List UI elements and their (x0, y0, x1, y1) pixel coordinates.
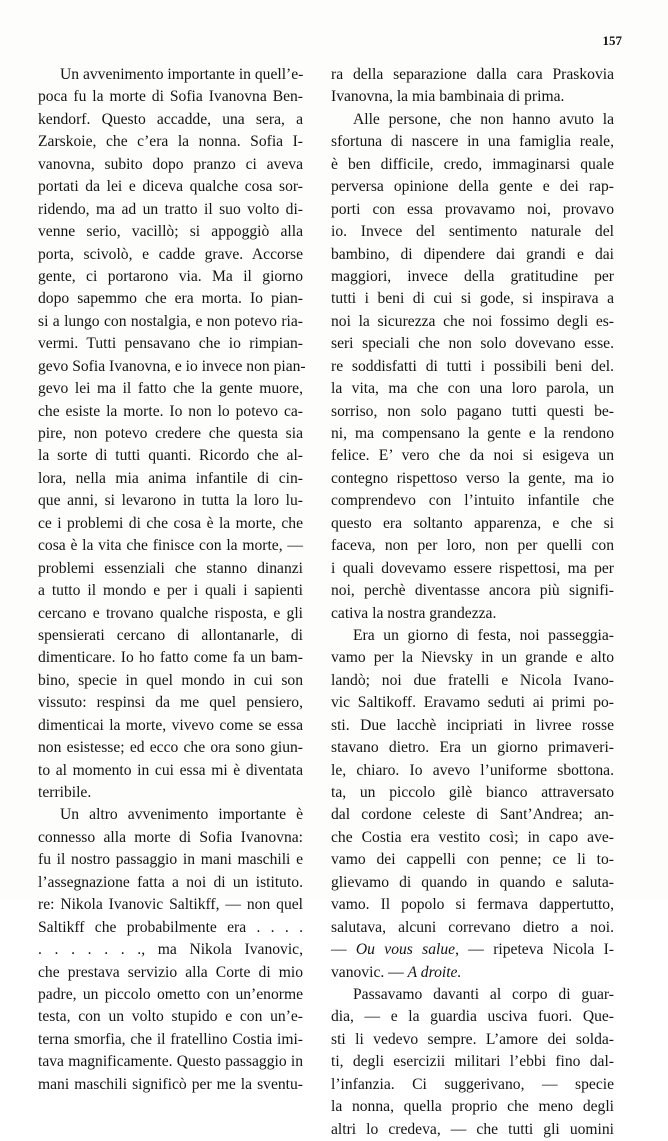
text-line: — Ou vous salue, — ripeteva Nicola I- (331, 941, 614, 959)
text-line: spensierati cercano di allontanarle, di (38, 626, 303, 644)
text-line: porti con essa provavamo noi, provavo (331, 200, 614, 218)
text-line: sti. Due lacchè incipriati in livree rosse (331, 716, 614, 734)
text-line: sorriso, non solo pagano tutti questi be- (331, 402, 614, 420)
text-line: vamo per la Nievsky in un grande e alto (331, 649, 614, 667)
text-line: dia, — e la guardia usciva fuori. Que- (331, 1008, 614, 1026)
text-line: salutava, alcuni correvano dietro a noi. (331, 918, 614, 936)
text-line: vanovic. — A droite. (331, 963, 462, 981)
text-line: dopo sapemmo che era morta. Io pian- (38, 290, 303, 308)
text-line: re: Nikola Ivanovic Saltikff, — non quel (38, 896, 303, 914)
page-number: 157 (602, 33, 622, 48)
text-line: tava magnificamente. Questo passaggio in (38, 1053, 303, 1071)
text-line: l’infanzia. Ci suggerivano, — specie (331, 1075, 614, 1093)
text-line: terna smorfia, che il fratellino Costia imi- (38, 1030, 303, 1048)
text-line: che esiste la morte. Io non lo potevo ca- (38, 402, 303, 420)
text-line: noi, perchè diventasse ancora più signifi- (331, 582, 614, 600)
text-line: stavano dietro. Era un giorno primaveri- (331, 739, 614, 757)
text-line: altri lo credeva, — che tutti gli uomini (331, 1120, 614, 1138)
text-line: si a lungo con nostalgia, e non potevo ria- (38, 312, 303, 330)
text-line: le, chiaro. Io avevo l’uniforme sbottona. (331, 761, 614, 779)
text-line: i quali dovevamo essere rispettosi, ma per (331, 559, 614, 577)
text-line: seri speciali che non solo dovevano esse. (331, 335, 614, 353)
text-line: gente, ci portarono via. Ma il giorno (38, 267, 303, 285)
text-line: ra della separazione dalla cara Praskovia (331, 66, 614, 83)
text-line: poca fu la morte di Sofia Ivanovna Ben- (38, 88, 303, 106)
text-line: vanovna, subito dopo pranzo ci aveva (38, 155, 303, 173)
text-line: faceva, non per loro, non per quelli con (331, 537, 614, 555)
text-line: ridendo, ma ad un tratto il suo volto di- (38, 200, 303, 218)
text-line: Passavamo davanti al corpo di guar- (353, 985, 614, 1003)
text-line: terribile. (38, 784, 92, 801)
text-line: cercano e trovano qualche risposta, e gli (38, 604, 303, 622)
text-line: comprendevo con l’intuito infantile che (331, 492, 614, 510)
text-line: perversa opinione della gente e dei rap- (331, 178, 614, 196)
text-line: dimenticai la morte, vivevo come se essa (38, 716, 303, 734)
text-line: Era un giorno di festa, noi passeggia- (353, 626, 614, 644)
text-line: ti, degli esercizii militari l’ebbi fino dal- (331, 1053, 614, 1071)
text-line: felice. E’ vero che da noi si esigeva un (331, 447, 614, 465)
text-line: kendorf. Questo accadde, una sera, a (38, 110, 303, 128)
text-line: landò; noi due fratelli e Nicola Ivano- (331, 671, 614, 689)
text-line: Saltikff che probabilmente era . . . . (38, 918, 303, 936)
text-line: venne serio, vacillò; si appoggiò alla (38, 223, 303, 241)
right-column (331, 64, 614, 1141)
text-line: vermi. Tutti pensavano che io rimpian- (38, 335, 303, 353)
text-line: re soddisfatti di tutti i possibili beni del. (331, 357, 614, 375)
text-line: vamo. Il popolo si fermava dappertutto, (331, 896, 614, 914)
text-line: che prestava servizio alla Corte di mio (38, 963, 303, 981)
text-line: la nonna, quella proprio che meno degli (331, 1098, 614, 1116)
text-line: noi la sicurezza che noi fossimo degli es- (331, 312, 614, 330)
text-line: sfortuna di nascere in una famiglia reale, (331, 133, 614, 151)
text-line: que anni, si levarono in tutta la loro lu- (38, 492, 303, 510)
text-line: to al momento in cui essa mi è diventata (38, 761, 303, 779)
text-line: la sorte di tutti quanti. Ricordo che al- (38, 447, 303, 465)
text-line: contegno rispettoso verso la gente, ma io (331, 469, 614, 487)
text-line: fu il nostro passaggio in mani maschili e (38, 851, 303, 869)
text-line: padre, un piccolo ometto con un’enorme (38, 985, 303, 1003)
text-line: ni, ma compensano la gente e la rendono (331, 425, 614, 442)
text-line: lora, nella mia anima infantile di cin- (38, 469, 303, 487)
text-line: vamo dei cappelli con penne; ce li to- (331, 851, 614, 869)
text-line: porta, scivolò, e cadde grave. Accorse (38, 245, 303, 263)
text-line: Zarskoie, che c’era la nonna. Sofia I- (38, 133, 303, 151)
text-line: ce i problemi di che cosa è la morte, che (38, 514, 303, 532)
text-line: Un altro avvenimento importante è (60, 806, 303, 824)
text-line: bino, specie in quel mondo in cui son (38, 671, 303, 689)
text-line: mani maschili significò per me la sventu- (38, 1075, 303, 1093)
text-line: gevo Sofia Ivanovna, e io invece non pian- (38, 357, 306, 375)
text-line: vic Saltikoff. Eravamo seduti ai primi po- (331, 694, 614, 712)
text-line: bambino, di dipendere dai grandi e dai (331, 245, 614, 263)
text-line: Alle persone, che non hanno avuto la (353, 110, 614, 128)
text-line: cosa è la vita che finisce con la morte, — (38, 537, 303, 555)
text-line: io. Invece del sentimento naturale del (331, 223, 614, 241)
text-line: a tutto il mondo e per i quali i sapienti (38, 582, 303, 600)
text-line: gevo lei ma il fatto che la gente muore, (38, 380, 303, 398)
text-line: portati da lei e diceva qualche cosa sor- (38, 178, 303, 196)
text-line: Un avvenimento importante in quell’e- (60, 66, 304, 83)
text-line: è ben difficile, credo, immaginarsi quale (331, 155, 614, 173)
text-line: la vita, ma che con una loro parola, un (331, 380, 614, 398)
text-line: che Costia era vestito così; in capo ave- (331, 828, 614, 846)
text-line: l’assegnazione fatta a noi di un istituto. (38, 873, 303, 891)
text-line: vissuto: respinsi da me quel pensiero, (38, 694, 303, 712)
text-line: problemi essenziali che stanno dinanzi (38, 559, 303, 577)
text-line: non esistesse; ed ecco che ora sono giun- (38, 739, 303, 757)
text-line: connesso alla morte di Sofia Ivanovna: (38, 828, 303, 846)
text-line: . . . . . . ., ma Nikola Ivanovic, (38, 941, 303, 959)
text-line: tutti i beni di cui si gode, si inspirava a (331, 290, 614, 308)
text-line: dal cordone celeste di Sant’Andrea; an- (331, 806, 614, 824)
text-line: dimenticare. Io ho fatto come fa un bam- (38, 649, 303, 667)
text-line: cativa la nostra grandezza. (331, 604, 497, 622)
text-line: glievamo di quando in quando e saluta- (331, 873, 614, 891)
text-line: pire, non potevo credere che questa sia (38, 425, 303, 442)
text-line: sti li vedevo sempre. L’amore dei solda- (331, 1030, 614, 1048)
text-line: questo era soltanto apparenza, e che si (331, 514, 614, 532)
left-column (38, 64, 306, 1096)
text-line: ta, un piccolo gilè bianco attraversato (331, 784, 614, 801)
text-line: maggiori, invece della gratitudine per (331, 267, 614, 285)
text-line: Ivanovna, la mia bambinaia di prima. (331, 88, 565, 106)
text-line: testa, con un volto stupido e con un’e- (38, 1008, 303, 1026)
